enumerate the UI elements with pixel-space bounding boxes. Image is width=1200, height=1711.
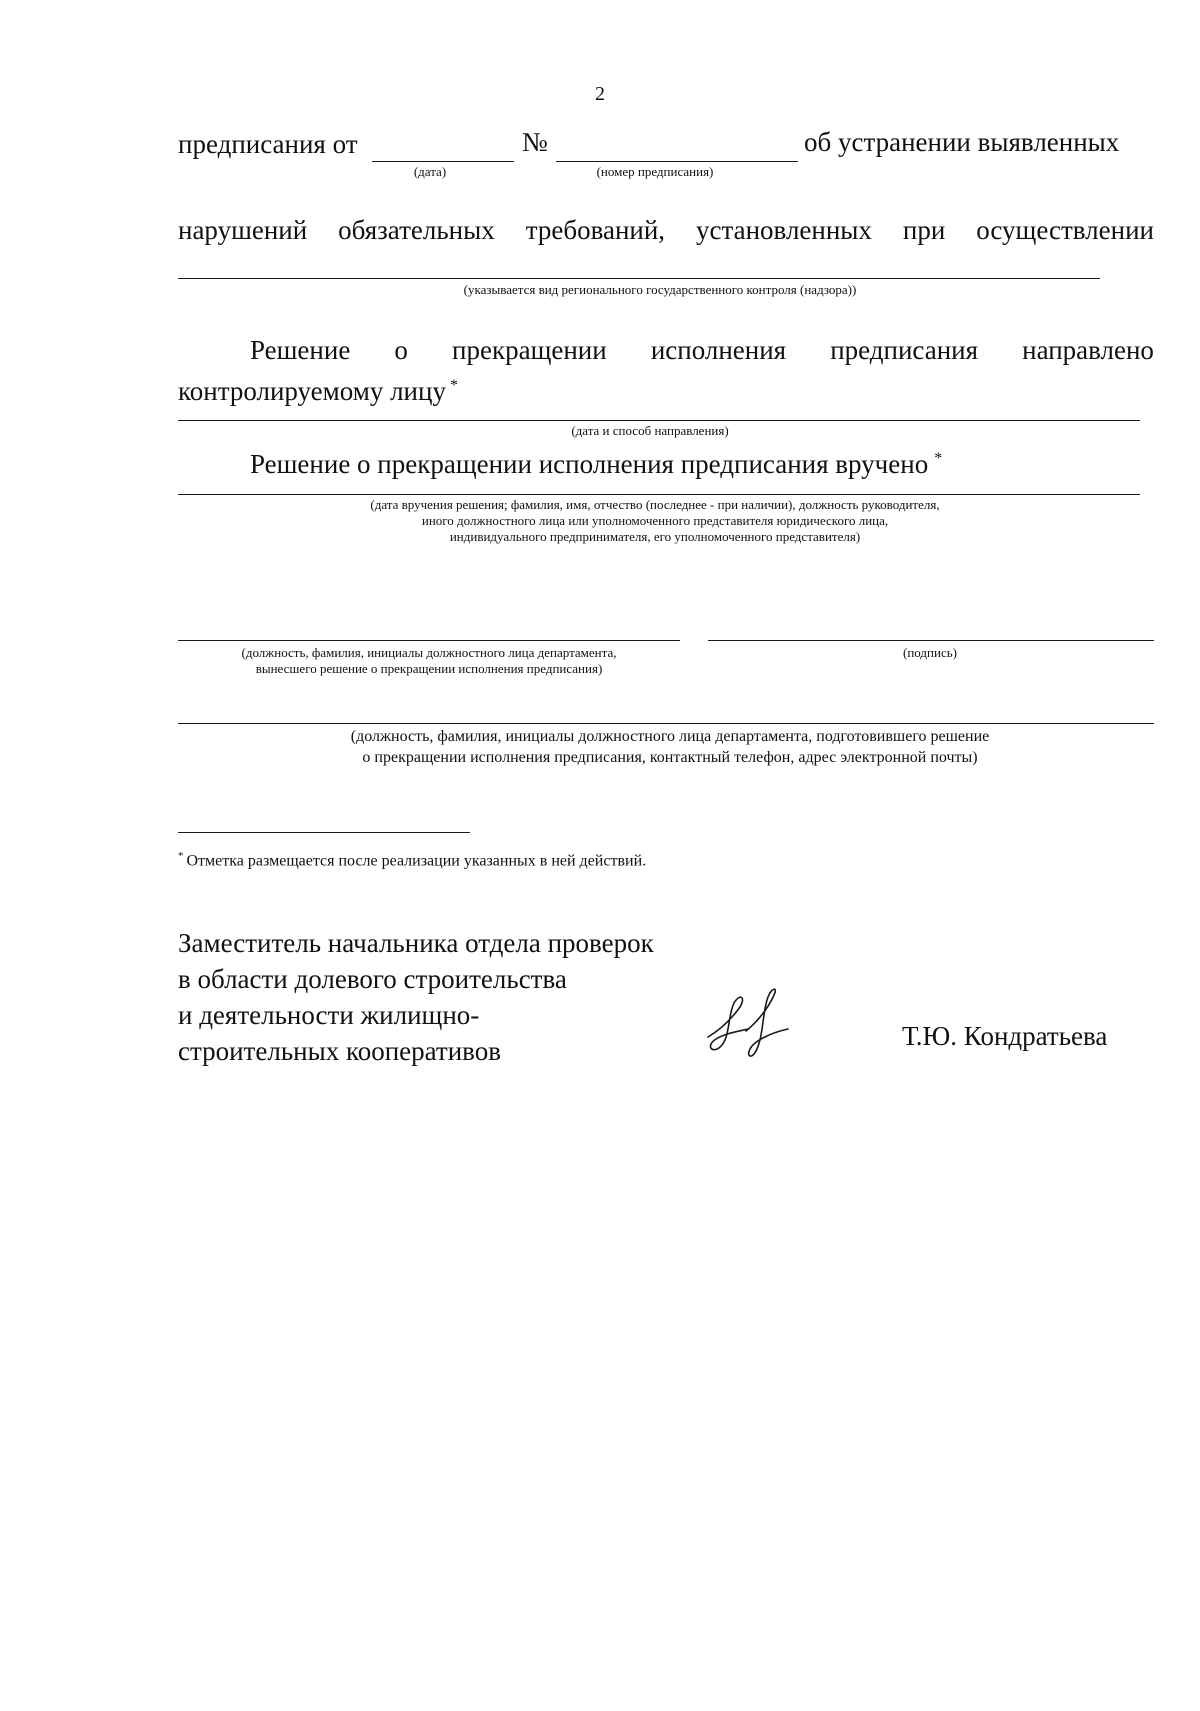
decision-sent-row <box>250 334 1154 366</box>
position-line: Заместитель начальника отдела проверок <box>178 928 654 958</box>
order-prefix-text: предписания от <box>178 129 358 159</box>
word: при <box>902 215 946 245</box>
order-number-caption: (номер предписания) <box>596 164 714 179</box>
page-number: 2 <box>595 83 605 105</box>
delivery-caption <box>240 497 1070 545</box>
signatory-position <box>178 925 738 1069</box>
sending-blank-line <box>178 420 1140 421</box>
word: исполнения <box>650 335 787 365</box>
caption-line: иного должностного лица или уполномоченного представителя юридического лица, <box>421 513 889 528</box>
footnote-text: Отметка размещается после реализации указанных в ней действий. <box>186 852 647 870</box>
word: обязательных <box>338 215 495 245</box>
signatory-name: Т.Ю. Кондратьева <box>902 1021 1108 1051</box>
caption-line: индивидуального предпринимателя, его уполномоченного представителя) <box>449 529 861 544</box>
official-blank-line <box>178 640 680 641</box>
footnote-separator <box>178 832 470 833</box>
handwritten-signature <box>700 985 800 1065</box>
preparer-caption <box>220 726 1120 768</box>
word: нарушений <box>178 215 308 245</box>
word: Решение <box>250 335 351 365</box>
word: осуществлении <box>976 215 1154 245</box>
control-type-blank-line <box>178 278 1100 279</box>
word: направлено <box>1022 335 1154 365</box>
preparer-blank-line <box>178 723 1154 724</box>
word: установленных <box>696 215 872 245</box>
footnote-marker: * <box>178 850 184 862</box>
position-line: и деятельности жилищно- <box>178 1000 480 1030</box>
violations-text-row <box>178 214 1154 246</box>
decision-sent-line2 <box>178 370 458 407</box>
footnote-marker: * <box>449 377 458 394</box>
delivered-text: Решение о прекращении исполнения предписания вручено <box>250 449 929 479</box>
footnote-marker: * <box>934 450 943 467</box>
signature-blank-line <box>708 640 1154 641</box>
decision-delivered-text <box>250 443 942 480</box>
number-sign: № <box>522 127 548 157</box>
word: прекращении <box>452 335 607 365</box>
caption-line: вынесшего решение о прекращении исполнения предписания) <box>255 661 603 676</box>
delivery-blank-line <box>178 494 1140 495</box>
caption-line: (дата вручения решения; фамилия, имя, отчество (последнее - при наличии), должность руководителя, <box>370 497 940 512</box>
caption-line: (должность, фамилия, инициалы должностного лица департамента, подготовившего решение <box>350 728 990 745</box>
sending-caption: (дата и способ направления) <box>571 423 729 438</box>
date-blank-line <box>372 161 514 162</box>
caption-line: о прекращении исполнения предписания, контактный телефон, адрес электронной почты) <box>362 749 978 766</box>
position-line: в области долевого строительства <box>178 964 567 994</box>
footnote <box>178 846 646 871</box>
signature-caption: (подпись) <box>903 645 957 660</box>
date-caption: (дата) <box>413 164 447 179</box>
recipient-text: контролируемому лицу <box>178 376 446 406</box>
word: требований, <box>525 215 666 245</box>
word: предписания <box>830 335 979 365</box>
control-type-caption: (указывается вид регионального государственного контроля (надзора)) <box>463 282 857 297</box>
caption-line: (должность, фамилия, инициалы должностного лица департамента, <box>241 645 617 660</box>
order-number-blank-line <box>556 161 798 162</box>
order-suffix-text: об устранении выявленных <box>804 127 1120 157</box>
official-caption <box>178 645 680 677</box>
word: о <box>394 335 408 365</box>
position-line: строительных кооперативов <box>178 1036 501 1066</box>
